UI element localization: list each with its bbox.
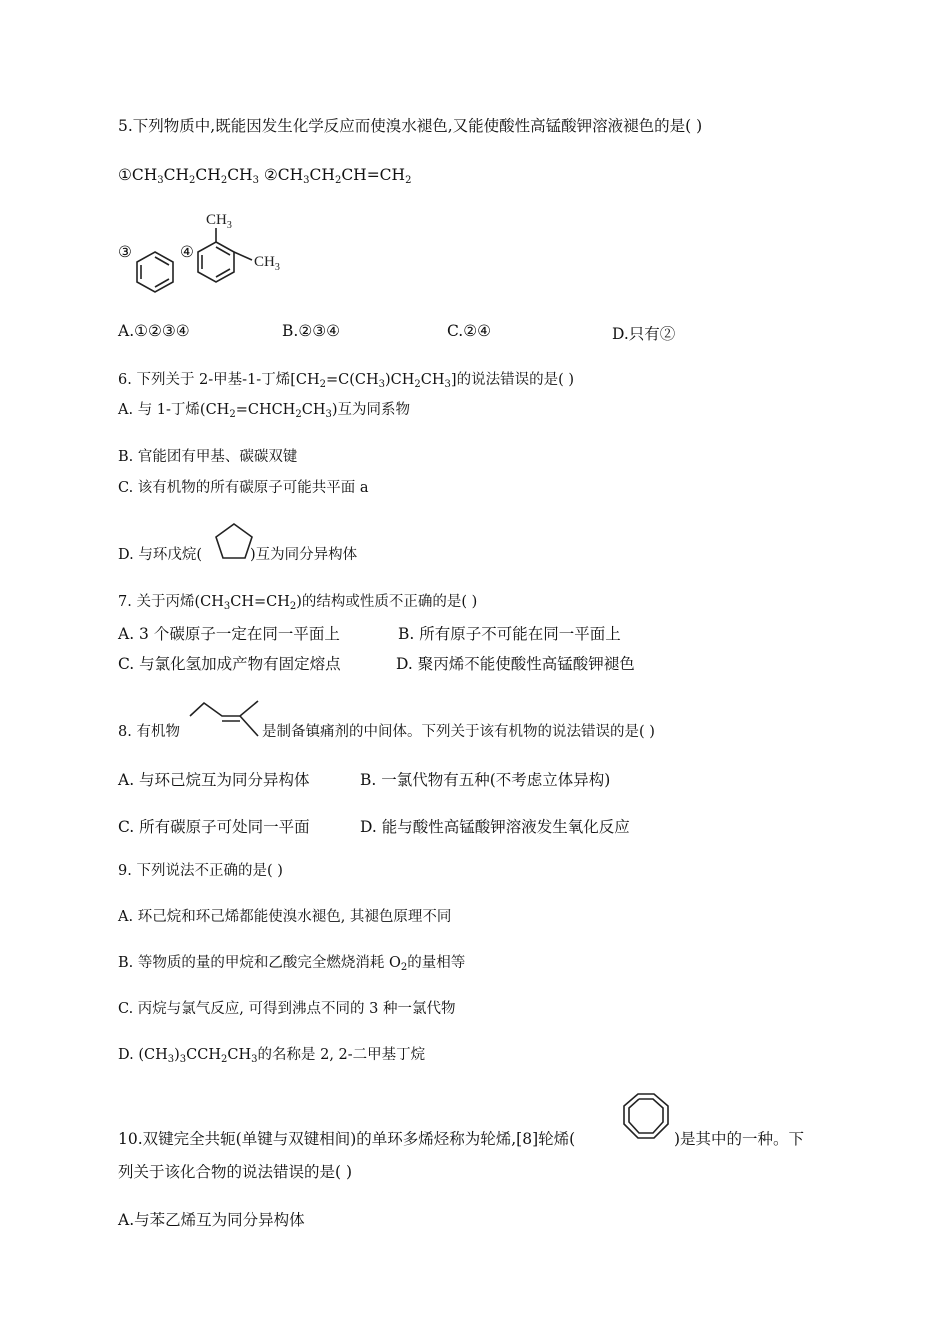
q7-option-b: B. 所有原子不可能在同一平面上	[398, 625, 621, 643]
q10-stem-line2: 列关于该化合物的说法错误的是( )	[118, 1163, 353, 1181]
q6-option-d: D. 与环戊烷( )互为同分异构体	[118, 547, 358, 563]
q5-stem: 5.下列物质中,既能因发生化学反应而使溴水褪色,又能使酸性高锰酸钾溶液褪色的是( )	[118, 117, 703, 135]
q6-stem: 6. 下列关于 2-甲基-1-丁烯$[CH_2=C(CH_3)CH_2CH_3]$的说法错误的是( )	[118, 372, 574, 390]
q9-option-d: D. $(CH_3)_3CCH_2CH_3$的名称是 2, 2-二甲基丁烷	[118, 1047, 426, 1065]
ch3-top-label: $CH_3$	[206, 212, 232, 231]
q9-option-a: A. 环己烷和环己烯都能使溴水褪色, 其褪色原理不同	[118, 909, 452, 925]
q5-option-c: C.②④	[447, 322, 492, 340]
o-xylene-structure	[192, 206, 292, 292]
q8-option-d: D. 能与酸性高锰酸钾溶液发生氧化反应	[360, 818, 630, 836]
q5-option-a: A.①②③④	[118, 322, 190, 340]
q8-option-b: B. 一氯代物有五种(不考虑立体异构)	[360, 771, 611, 789]
q5-items-1-2: $①CH_3CH_2CH_2CH_3$ $②CH_3CH_2CH=CH_2$	[118, 166, 412, 186]
q10-stem-a: 10.双键完全共轭(单键与双键相间)的单环多烯烃称为轮烯,[8]轮烯(	[118, 1130, 576, 1148]
q5-option-b: B.②③④	[282, 322, 341, 340]
q6-option-a: A. 与 1-丁烯$(CH_2=CHCH_2CH_3)$互为同系物	[118, 402, 411, 420]
q9-option-b: B. 等物质的量的甲烷和乙酸完全燃烧消耗 $O_2$的量相等	[118, 955, 466, 973]
cyclooctatetraene-structure	[620, 1092, 672, 1144]
q10-stem-b: )是其中的一种。下	[674, 1130, 805, 1148]
q7-stem: 7. 关于丙烯$(CH_3CH=CH_2)$的结构或性质不正确的是( )	[118, 594, 478, 612]
benzene-structure	[132, 250, 178, 292]
q9-option-c: C. 丙烷与氯气反应, 可得到沸点不同的 3 种一氯代物	[118, 1001, 456, 1017]
q8-option-a: A. 与环己烷互为同分异构体	[118, 771, 310, 789]
q10-option-a: A.与苯乙烯互为同分异构体	[118, 1211, 305, 1229]
q9-stem: 9. 下列说法不正确的是( )	[118, 863, 283, 879]
q6-option-b: B. 官能团有甲基、碳碳双键	[118, 449, 298, 465]
q7-option-d: D. 聚丙烯不能使酸性高锰酸钾褪色	[396, 655, 635, 673]
q5-option-d: D.只有②	[612, 325, 676, 343]
q7-option-c: C. 与氯化氢加成产物有固定熔点	[118, 655, 341, 673]
q7-option-a: A. 3 个碳原子一定在同一平面上	[118, 625, 340, 643]
q8-option-c: C. 所有碳原子可处同一平面	[118, 818, 310, 836]
q8-stem-a: 8. 有机物	[118, 724, 180, 740]
alkene-skeletal-structure	[188, 698, 260, 742]
q5-label-4: ④	[180, 243, 194, 261]
q6-option-c: C. 该有机物的所有碳原子可能共平面 a	[118, 480, 369, 496]
q5-label-3: ③	[118, 243, 132, 261]
ch3-right-label: $CH_3$	[254, 254, 280, 273]
cyclopentane-structure	[212, 521, 256, 565]
q8-stem-b: 是制备镇痛剂的中间体。下列关于该有机物的说法错误的是( )	[262, 724, 655, 740]
